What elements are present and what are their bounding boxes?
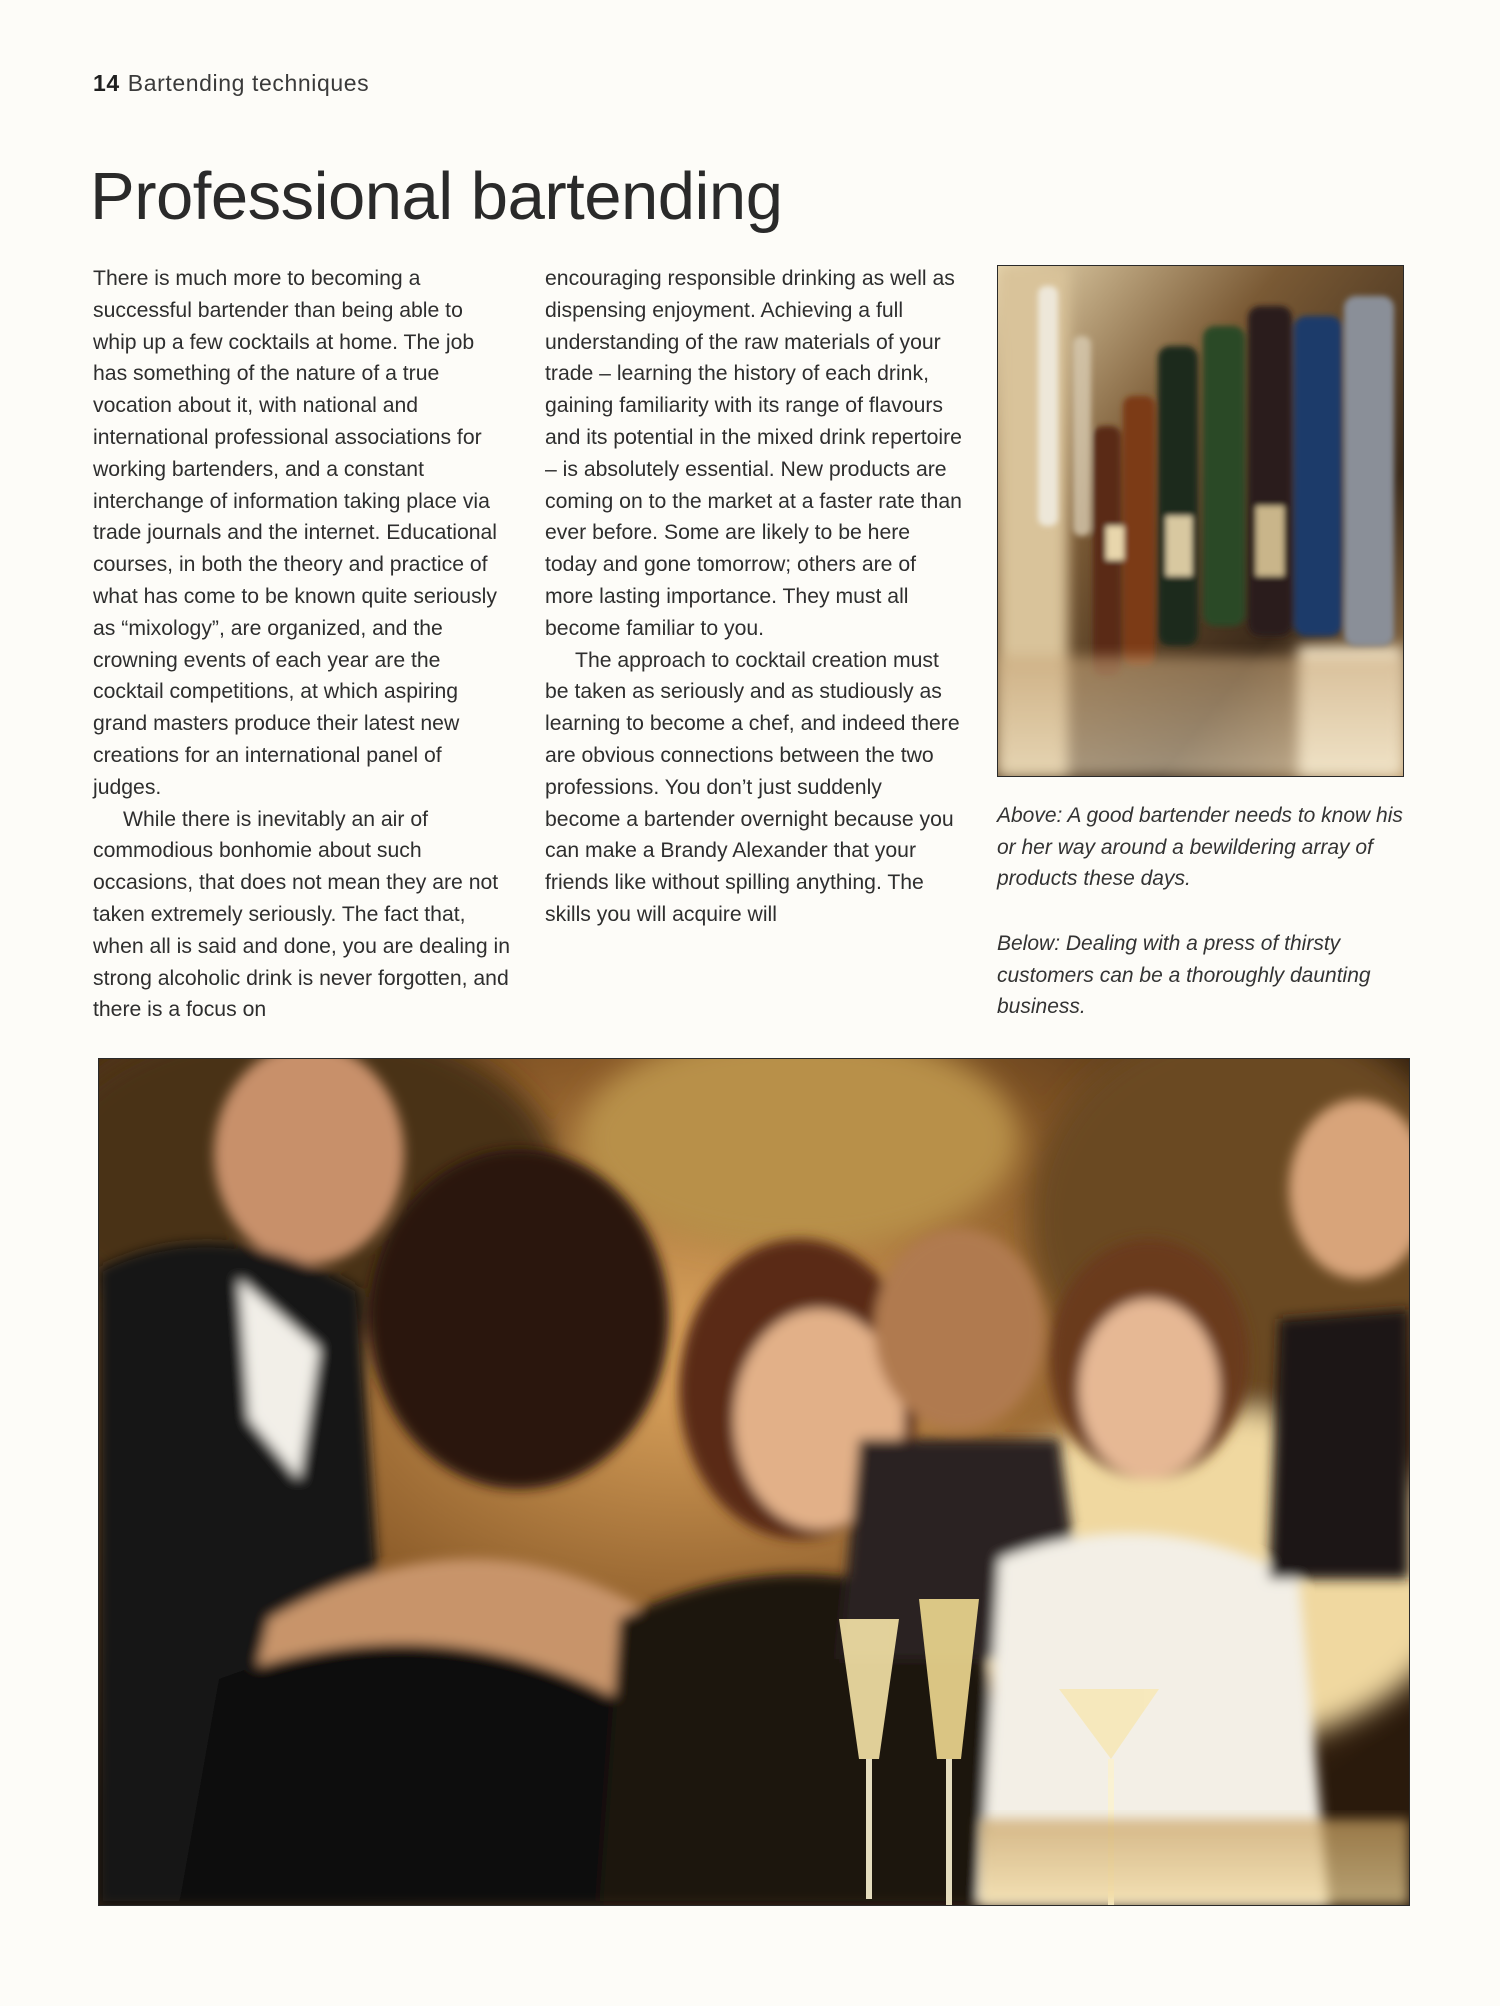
body-column-1 — [93, 263, 511, 1026]
bar-shelf-bottles-photo — [997, 265, 1404, 777]
caption-below: Below: Dealing with a press of thirsty customers can be a thoroughly daunting business. — [997, 932, 1371, 1018]
running-head — [93, 70, 369, 97]
caption-above: Above: A good bartender needs to know his or her way around a bewildering array of products these days. — [997, 804, 1403, 890]
bar-crowd-photo — [98, 1058, 1410, 1906]
section-title: Bartending techniques — [127, 70, 370, 96]
body-column-2 — [545, 263, 963, 931]
paragraph: There is much more to becoming a successful bartender than being able to whip up a few cocktails at home. The job has something of the nature of a true vocation about it, with national and international professional associations for working bartenders, and a constant interchange of information taking place via trade journals and the internet. Educational courses, in both the theory and practice of what has come to be known quite seriously as “mixology”, are organized, and the crowning events of each year are the cocktail competitions, at which aspiring grand masters produce their latest new creations for an international panel of judges. — [93, 267, 498, 799]
paragraph: The approach to cocktail creation must be taken as seriously and as studiously as learning to become a chef, and indeed there are obvious connections between the two professions. You don’t just suddenly become a bartender overnight because you can make a Brandy Alexander that your friends like without spilling anything. The skills you will acquire will — [545, 648, 960, 926]
paragraph: encouraging responsible drinking as well as dispensing enjoyment. Achieving a full understanding of the raw materials of your trade – learning the history of each drink, gaining familiarity with its range of flavours and its potential in the mixed drink repertoire – is absolutely essential. New products are coming on to the market at a faster rate than ever before. Some are likely to be here today and gone tomorrow; others are of more lasting importance. They must all become familiar to you. — [545, 267, 962, 640]
paragraph: While there is inevitably an air of commodious bonhomie about such occasions, that does not mean they are not taken extremely seriously. The fact that, when all is said and done, you are dealing in strong alcoholic drink is never forgotten, and there is a focus on — [93, 807, 510, 1022]
page-title: Professional bartending — [90, 159, 783, 234]
page-number: 14 — [93, 70, 120, 96]
